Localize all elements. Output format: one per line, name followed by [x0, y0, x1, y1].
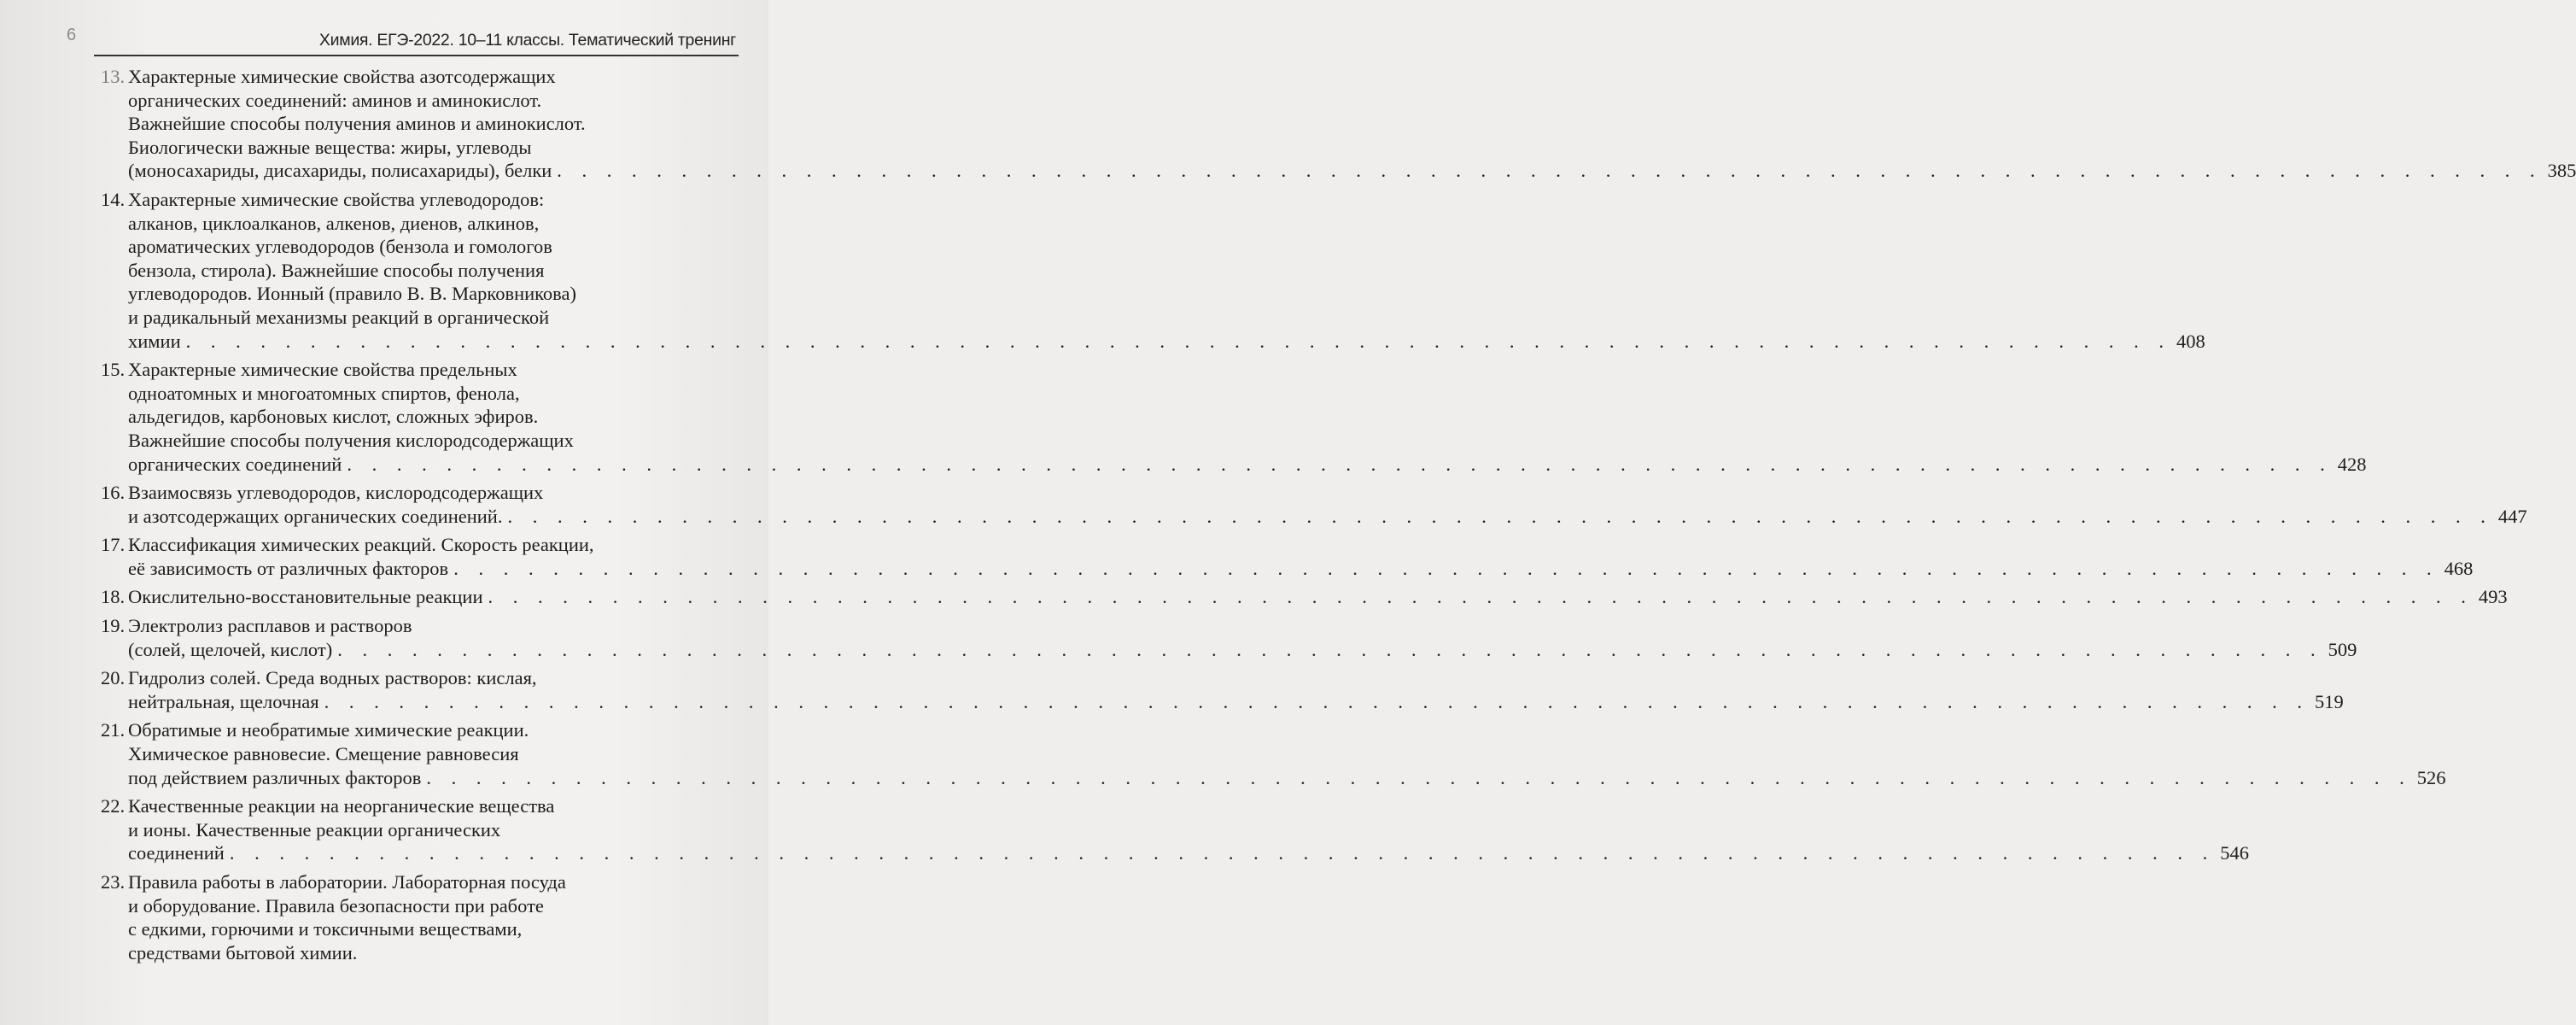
entry-line — [128, 941, 734, 965]
dot-leader — [426, 766, 2411, 790]
entry-line — [128, 481, 2527, 505]
entry-text: нейтральная, щелочная — [128, 690, 319, 712]
entry-text: алканов, циклоалканов, алкенов, диенов, алкинов, — [128, 212, 540, 234]
toc-entry — [101, 533, 2474, 580]
entry-line — [128, 638, 2357, 662]
entry-line — [128, 533, 2473, 557]
toc-entry — [101, 188, 2205, 353]
entry-line — [128, 585, 2508, 609]
header-rule — [94, 55, 739, 56]
entry-page-number: 493 — [2478, 586, 2508, 608]
entry-line — [128, 505, 2527, 529]
entry-text: альдегидов, карбоновых кислот, сложных эфиров. — [128, 406, 539, 428]
dot-leader — [453, 557, 2439, 581]
entry-line — [128, 453, 2366, 477]
dot-leader — [337, 638, 2322, 662]
entry-number: 16. — [101, 482, 126, 504]
entry-text: Химическое равновесие. Смещение равновесия — [128, 743, 519, 765]
entry-text: под действием различных факторов — [128, 766, 422, 788]
entry-line — [128, 429, 2366, 453]
entry-line — [128, 818, 2249, 842]
entry-text: химии — [128, 330, 181, 352]
entry-text: ароматических углеводородов (бензола и гомологов — [128, 236, 552, 258]
entry-line — [128, 870, 734, 894]
entry-text: (солей, щелочей, кислот) — [128, 638, 333, 660]
dot-leader — [186, 330, 2171, 354]
entry-line — [128, 841, 2249, 865]
entry-text: бензола, стирола). Важнейшие способы получения — [128, 259, 545, 281]
entry-page-number: 546 — [2220, 842, 2249, 864]
entry-number: 17. — [101, 534, 126, 556]
entry-number: 20. — [101, 667, 126, 689]
dot-leader — [557, 159, 2542, 183]
entry-text: органических соединений: аминов и аминокислот. — [128, 89, 542, 111]
entry-text: Правила работы в лаборатории. Лабораторная посуда — [128, 871, 566, 893]
entry-number: 18. — [101, 586, 126, 608]
entry-line — [128, 666, 2344, 690]
entry-line — [128, 358, 2366, 382]
entry-line — [128, 382, 2366, 406]
entry-text: углеводородов. Ионный (правило В. В. Марковникова) — [128, 283, 576, 305]
entry-line — [128, 766, 2446, 790]
entry-line — [128, 794, 2249, 818]
entry-text: и оборудование. Правила безопасности при работе — [128, 894, 544, 917]
entry-text: и азотсодержащих органических соединений. — [128, 505, 503, 527]
entry-line — [128, 136, 2576, 160]
table-of-contents — [101, 65, 2576, 969]
entry-page-number: 468 — [2444, 557, 2474, 579]
entry-line — [128, 259, 2205, 283]
entry-text: с едкими, горючими и токсичными веществами, — [128, 918, 523, 940]
entry-number: 23. — [101, 871, 126, 893]
entry-page-number: 408 — [2176, 330, 2205, 352]
entry-line — [128, 742, 2446, 766]
toc-entry — [101, 65, 2576, 183]
entry-line — [128, 330, 2205, 354]
entry-number: 13. — [101, 66, 126, 87]
entry-text: Характерные химические свойства углеводородов: — [128, 188, 545, 210]
toc-entry — [101, 794, 2249, 865]
entry-line — [128, 188, 2205, 212]
toc-entry — [101, 718, 2446, 789]
entry-line — [128, 235, 2205, 259]
entry-number: 14. — [101, 188, 126, 210]
dot-leader — [347, 453, 2332, 477]
dot-leader — [230, 841, 2215, 865]
entry-text: Характерные химические свойства предельных — [128, 359, 517, 381]
entry-text: Классификация химических реакций. Скорость реакции, — [128, 534, 594, 556]
entry-text: её зависимость от различных факторов — [128, 557, 449, 579]
entry-page-number: 385 — [2547, 160, 2576, 182]
entry-number: 21. — [101, 719, 126, 741]
entry-line — [128, 894, 734, 918]
entry-line — [128, 306, 2205, 330]
entry-line — [128, 557, 2473, 581]
entry-text: и ионы. Качественные реакции органических — [128, 818, 501, 840]
entry-line — [128, 89, 2576, 113]
entry-line — [128, 405, 2366, 429]
entry-text: органических соединений — [128, 453, 342, 475]
entry-line — [128, 212, 2205, 236]
dot-leader — [324, 690, 2310, 714]
entry-number: 22. — [101, 795, 126, 817]
entry-line — [128, 718, 2446, 742]
running-title: Химия. ЕГЭ-2022. 10–11 классы. Тематический тренинг — [318, 31, 736, 50]
entry-text: (моносахариды, дисахариды, полисахариды), белки — [128, 160, 552, 182]
entry-text: Обратимые и необратимые химические реакции. — [128, 719, 529, 741]
entry-page-number: 519 — [2315, 690, 2344, 712]
toc-entry — [101, 666, 2344, 713]
entry-text: Характерные химические свойства азотсодержащих — [128, 66, 556, 87]
entry-line — [128, 690, 2344, 714]
entry-text: Взаимосвязь углеводородов, кислородсодержащих — [128, 482, 544, 504]
toc-entry — [101, 870, 734, 964]
entry-text: средствами бытовой химии. — [128, 941, 358, 964]
toc-entry — [101, 481, 2527, 528]
entry-line — [128, 917, 734, 941]
entry-text: Биологически важные вещества: жиры, углеводы — [128, 136, 532, 158]
toc-entry — [101, 614, 2357, 661]
dot-leader — [507, 505, 2492, 529]
page-number: 6 — [67, 26, 77, 44]
entry-text: соединений — [128, 842, 225, 864]
entry-text: Окислительно-восстановительные реакции — [128, 586, 483, 608]
entry-number: 15. — [101, 359, 126, 381]
entry-text: и радикальный механизмы реакций в органической — [128, 306, 550, 328]
toc-entry — [101, 585, 2508, 609]
entry-page-number: 509 — [2328, 638, 2357, 660]
entry-text: Гидролиз солей. Среда водных растворов: кислая, — [128, 667, 537, 689]
entry-page-number: 428 — [2337, 453, 2367, 475]
entry-text: Важнейшие способы получения кислородсодержащих — [128, 429, 574, 451]
entry-text: Электролиз расплавов и растворов — [128, 615, 412, 637]
entry-page-number: 447 — [2497, 505, 2527, 527]
entry-line — [128, 159, 2576, 183]
entry-number: 19. — [101, 615, 126, 637]
toc-entry — [101, 358, 2367, 476]
entry-line — [128, 614, 2357, 638]
entry-line — [128, 112, 2576, 136]
entry-line — [128, 282, 2205, 306]
entry-text: Важнейшие способы получения аминов и аминокислот. — [128, 113, 586, 135]
entry-text: Качественные реакции на неорганические вещества — [128, 795, 555, 817]
entry-text: одноатомных и многоатомных спиртов, фенола, — [128, 382, 520, 404]
entry-line — [128, 65, 2576, 89]
dot-leader — [488, 585, 2474, 609]
entry-page-number: 526 — [2416, 766, 2446, 788]
